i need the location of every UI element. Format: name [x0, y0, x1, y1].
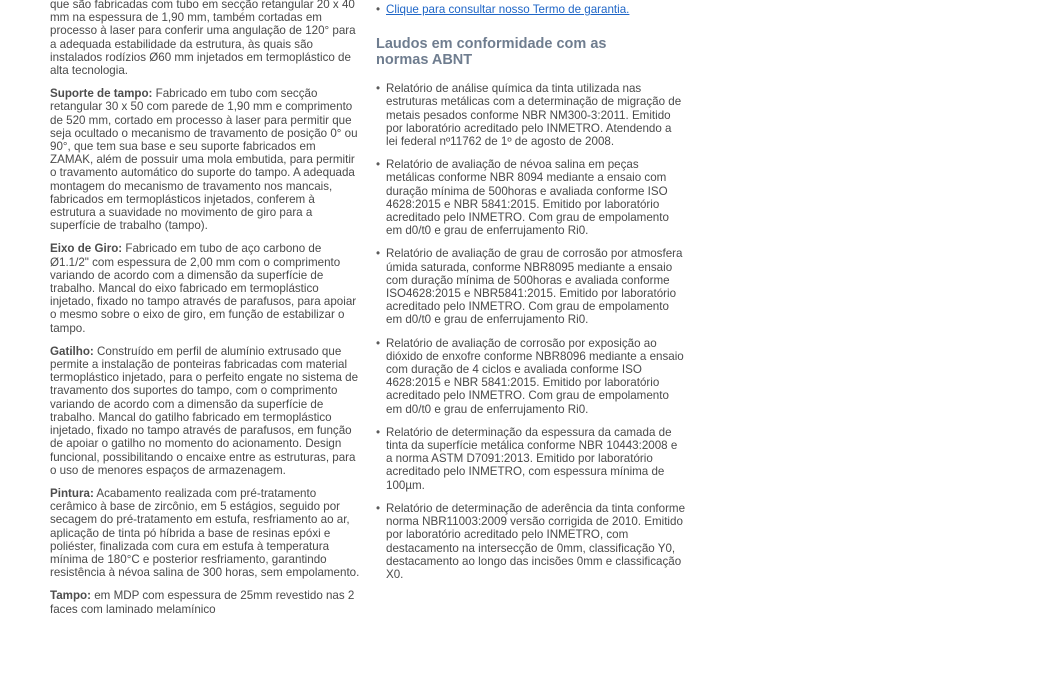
paragraph-text: Fabricado em tubo com secção retangular 30 x 50 com parede de 1,90 mm e comprimento de 520 mm, cortado em processo à laser para permitir que seja ocultado o mecanismo de travamento de posição 0° ou 90°, que tem sua base e seu suporte fabricados em ZAMAK, além de possuir uma mola embutida, para permitir o travamento automático do suporte do tampo. A adequada montagem do mecanismo de travamento nos mancais, fabricados em termoplásticos injetados, conferem à estrutura a suavidade no movimento de giro para a superfície de trabalho (tampo). — [50, 87, 358, 233]
right-column — [376, 3, 686, 591]
warranty-link[interactable]: Clique para consultar nosso Termo de garantia. — [386, 3, 630, 16]
report-item-5: • Relatório de determinação de aderência da tinta conforme norma NBR11003:2009 versão corrigida de 2010. Emitido por laboratório acreditado pelo INMETRO, com destacamento na intersecção de 0mm, classificação Y0, destacamento ao longo das incisões 0mm e classificação X0. — [376, 502, 686, 581]
report-item-3: • Relatório de avaliação de corrosão por exposição ao dióxido de enxofre conforme NBR8096 mediante a ensaio com duração de 4 ciclos e avaliada conforme ISO 4628:2015 e NBR 5841:2015. Emitido por laboratório acreditado pelo INMETRO. Com grau de empolamento em d0/t0 e grau de enferrujamento Ri0. — [376, 337, 686, 416]
paragraph-text: Fabricado em tubo de aço carbono de Ø1.1/2" com espessura de 2,00 mm com o comprimento variando de acordo com a dimensão da superfície de trabalho. Mancal do eixo fabricado em termoplástico injetado, fixado no tampo através de parafusos, para apoiar o mesmo sobre o eixo de giro, em função de estabilizar o tampo. — [50, 242, 357, 335]
paragraph-tampo — [50, 589, 362, 615]
left-column — [50, 0, 362, 626]
reports-list — [376, 82, 686, 581]
paragraph-text: em MDP com espessura de 25mm revestido nas 2 faces com laminado melamínico — [50, 589, 355, 616]
paragraph-label: Suporte de tampo: — [50, 87, 153, 101]
paragraph-label: Pintura: — [50, 486, 94, 500]
report-item-0: • Relatório de análise química da tinta utilizada nas estruturas metálicas com a determinação de migração de metais pesados conforme NBR NM300-3:2011. Emitido por laboratório acreditado pelo INMETRO. Atendendo a lei federal nº11762 de 1º de agosto de 2008. — [376, 82, 686, 148]
paragraph-label: Eixo de Giro: — [50, 242, 123, 256]
reports-heading: Laudos em conformidade com as normas ABNT — [376, 36, 607, 69]
paragraph-suporte-de-tampo — [50, 87, 362, 232]
intro-paragraph: que são fabricadas com tubo em secção retangular 20 x 40 mm na espessura de 1,90 mm, também cortadas em processo à laser para conferir uma angulação de 120° para a adequada estabilidade da estrutura, às quais são instalados rodízios Ø60 mm injetados em termoplástico de alta tecnologia. — [50, 0, 356, 78]
paragraph-label: Gatilho: — [50, 344, 94, 358]
report-item-4: • Relatório de determinação da espessura da camada de tinta da superfície metálica conforme NBR 10443:2008 e a norma ASTM D7091:2013. Emitido por laboratório acreditado pelo INMETRO, com espessura mínima de 100µm. — [376, 426, 686, 492]
report-item-1: • Relatório de avaliação de névoa salina em peças metálicas conforme NBR 8094 mediante a ensaio com duração mínima de 500horas e avaliada conforme ISO 4628:2015 e NBR 5841:2015. Emitido por laboratório acreditado pelo INMETRO. Com grau de empolamento em d0/t0 e grau de enferrujamento Ri0. — [376, 158, 686, 237]
paragraph-pintura — [50, 487, 362, 579]
warranty-list-item — [376, 3, 686, 16]
paragraph-text: Acabamento realizada com pré-tratamento cerâmico à base de zircônio, em 5 estágios, seguido por secagem do pré-tratamento em estufa, resfriamento ao ar, aplicação de tinta pó híbrida a base de resinas epóxi e poliéster, finalizada com cura em estufa à temperatura mínima de 180°C e posterior resfriamento, garantindo resistência à névoa salina de 300 horas, sem empolamento. — [50, 486, 360, 580]
paragraph-gatilho — [50, 345, 362, 477]
paragraph-text: Construído em perfil de alumínio extrusado que permite a instalação de ponteiras fabricadas com material termoplástico injetado, para o perfeito engate no sistema de travamento dos suportes do tampo, com o comprimento variando de acordo com a dimensão da superfície de trabalho. Mancal do gatilho fabricado em termoplástico injetado, fixado no tampo através de parafusos, em função de apoiar o gatilho no momento do acionamento. Design funcional, possibilitando o encaixe entre as estruturas, para o uso de menores espaços de armazenagem. — [50, 344, 359, 477]
paragraph-label: Tampo: — [50, 589, 92, 603]
paragraph-eixo-de-giro — [50, 242, 362, 334]
report-item-2: • Relatório de avaliação de grau de corrosão por atmosfera úmida saturada, conforme NBR8095 mediante a ensaio com duração mínima de 500horas e avaliada conforme ISO4628:2015 e NBR5841:2015. Emitido por laboratório acreditado pelo INMETRO. Com grau de empolamento em d0/t0 e grau de enferrujamento Ri0. — [376, 247, 686, 326]
